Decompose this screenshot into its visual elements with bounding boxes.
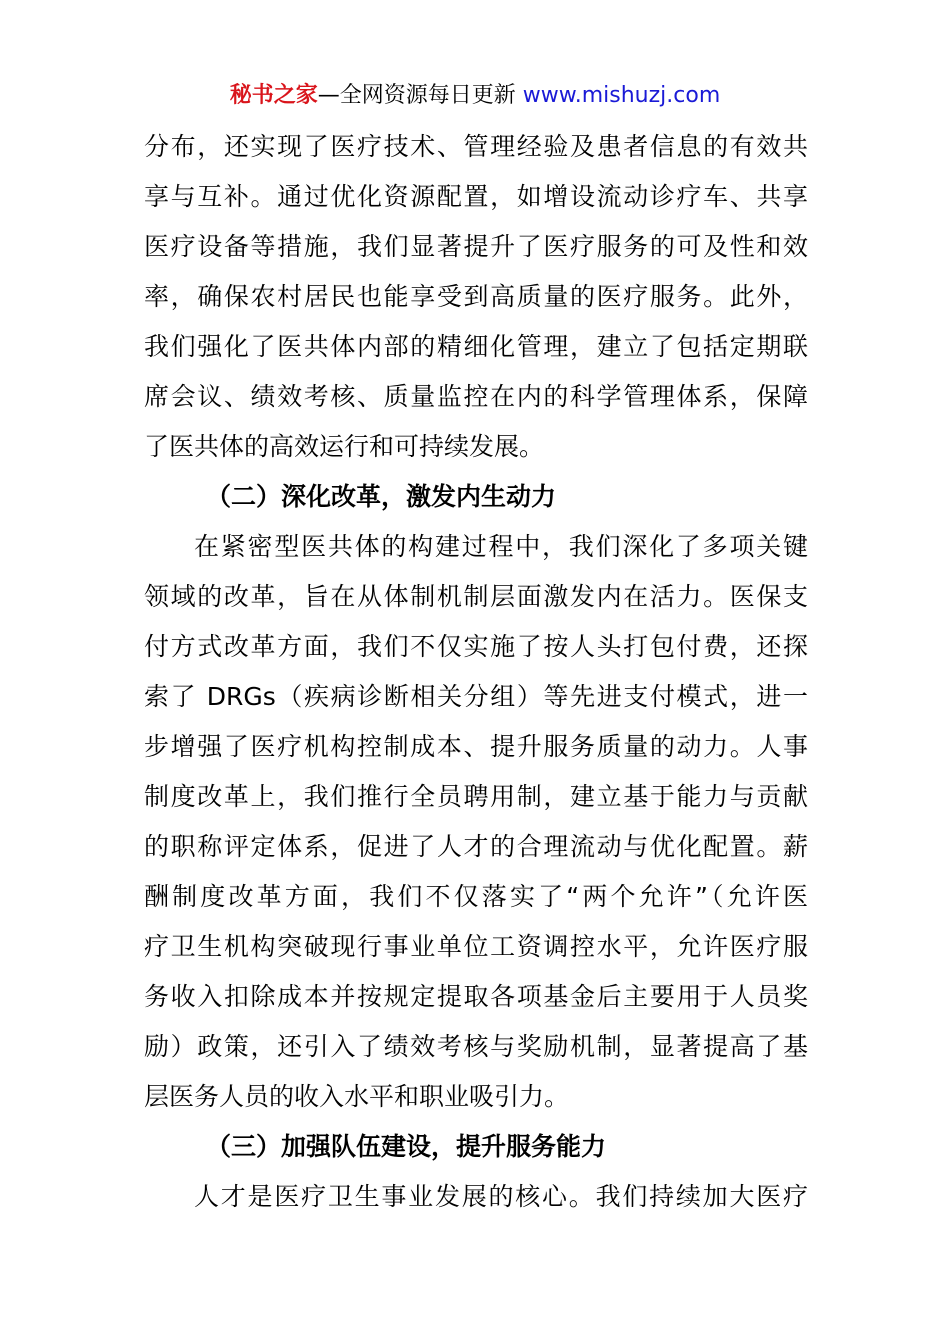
- text-line: 领域的改革，旨在从体制机制层面激发内在活力。医保支: [144, 582, 808, 611]
- text-line: 步增强了医疗机构控制成本、提升服务质量的动力。人事: [144, 732, 808, 761]
- text-line: 席会议、绩效考核、质量监控在内的科学管理体系，保障: [144, 382, 808, 411]
- header-slogan: —全网资源每日更新: [317, 83, 516, 108]
- site-url[interactable]: www.mishuzj.com: [522, 83, 721, 108]
- text-line: 励）政策，还引入了绩效考核与奖励机制，显著提高了基: [144, 1032, 808, 1061]
- text-line: 酬制度改革方面，我们不仅落实了“两个允许”（允许医: [144, 882, 808, 911]
- text-line: 医疗设备等措施，我们显著提升了医疗服务的可及性和效: [144, 232, 808, 261]
- text-line: 层医务人员的收入水平和职业吸引力。: [144, 1082, 570, 1111]
- text-line: 了医共体的高效运行和可持续发展。: [144, 432, 545, 461]
- document-body: [144, 122, 808, 1222]
- text-line: 疗卫生机构突破现行事业单位工资调控水平，允许医疗服: [144, 932, 808, 961]
- text-line: 人才是医疗卫生事业发展的核心。我们持续加大医疗: [194, 1182, 808, 1211]
- text-line: 我们强化了医共体内部的精细化管理，建立了包括定期联: [144, 332, 808, 361]
- brand-name: 秘书之家: [229, 83, 318, 108]
- text-line: 付方式改革方面，我们不仅实施了按人头打包付费，还探: [144, 632, 808, 661]
- text-line: 分布，还实现了医疗技术、管理经验及患者信息的有效共: [144, 132, 808, 161]
- text-line: 享与互补。通过优化资源配置，如增设流动诊疗车、共享: [144, 182, 808, 211]
- text-line: 在紧密型医共体的构建过程中，我们深化了多项关键: [194, 532, 808, 561]
- section-heading: （三）加强队伍建设，提升服务能力: [206, 1132, 607, 1161]
- page-header: [0, 80, 950, 112]
- text-line: 索了 DRGs（疾病诊断相关分组）等先进支付模式，进一: [144, 682, 808, 711]
- section-heading: （二）深化改革，激发内生动力: [206, 482, 557, 511]
- text-line: 务收入扣除成本并按规定提取各项基金后主要用于人员奖: [144, 982, 808, 1011]
- text-line: 率，确保农村居民也能享受到高质量的医疗服务。此外，: [144, 282, 808, 311]
- text-line: 的职称评定体系，促进了人才的合理流动与优化配置。薪: [144, 832, 808, 861]
- text-line: 制度改革上，我们推行全员聘用制，建立基于能力与贡献: [144, 782, 808, 811]
